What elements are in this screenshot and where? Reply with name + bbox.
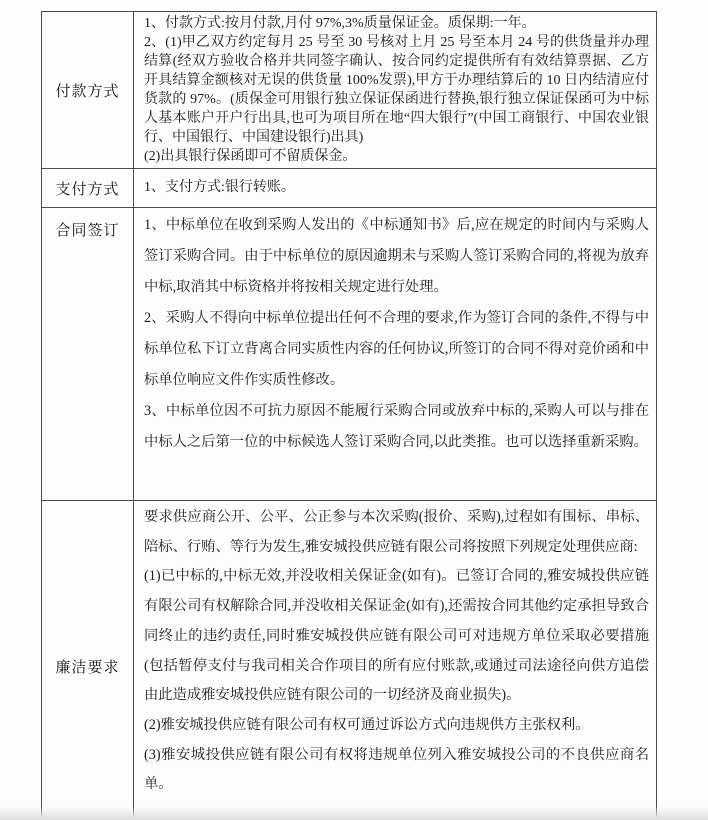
table-row: [42, 501, 657, 820]
paragraph: (2)雅安城投供应链有限公司有权可通过诉讼方式向违规供方主张权利。: [144, 716, 590, 733]
table-row: [42, 208, 657, 501]
paragraph: (2)出具银行保函即可不留质保金。: [144, 149, 357, 164]
paragraph: (3)雅安城投供应链有限公司有权将违规单位列入雅安城投公司的不良供应商名单。: [144, 746, 649, 793]
paragraph: 3、中标单位因不可抗力原因不能履行采购合同或放弃中标的,采购人可以与排在中标人之后第一位的中标候选人签订采购合同,以此类推。也可以选择重新采购。: [144, 403, 649, 450]
paragraph: 要求供应商公开、公平、公正参与本次采购(报价、采购),过程如有围标、串标、陪标、行贿、等行为发生,雅安城投供应链有限公司将按照下列规定处理供应商:: [144, 509, 649, 555]
paragraph: 2、(1)甲乙双方约定每月 25 号至 30 号核对上月 25 号至本月 24 号的供货量并办理结算(经双方验收合格并共同签字确认、按合同约定提供所有有效结算票据、乙方开具结算金额核对无误的供货量 100%发票),甲方于办理结算后的 10 日内结清应付货款的 97%。(质保金可用银行独立保证保函进行替换,银行独立保证保函可为中标人基本账户开户行出具,也可为项目所在地“四大银行”(中国工商银行、中国农业银行、中国银行、中国建设银行)出具): [144, 35, 649, 145]
table-row: [42, 12, 657, 169]
row-label: 付款方式: [42, 12, 134, 169]
row-content-cell: [134, 208, 657, 501]
row-label: 合同签订: [42, 208, 134, 501]
row-label: 支付方式: [42, 169, 134, 208]
terms-table: [41, 11, 657, 820]
table-row: [42, 169, 657, 208]
row-content-cell: [134, 501, 657, 820]
row-content-cell: [134, 169, 657, 208]
paragraph: (1)已中标的,中标无效,并没收相关保证金(如有)。已签订合同的,雅安城投供应链有限公司有权解除合同,并没收相关保证金(如有),还需按合同其他约定承担导致合同终止的违约责任,同时雅安城投供应链有限公司可对违规方单位采取必要措施(包括暂停支付与我司相关合作项目的所有应付账款,或通过司法途径向供方追偿由此造成雅安城投供应链有限公司的一切经济及商业损失)。: [144, 568, 649, 704]
row-label: 廉洁要求: [42, 501, 134, 820]
row-content-cell: [134, 12, 657, 169]
paragraph: 2、采购人不得向中标单位提出任何不合理的要求,作为签订合同的条件,不得与中标单位私下订立背离合同实质性内容的任何协议,所签订的合同不得对竞价函和中标单位响应文件作实质性修改。: [144, 310, 649, 388]
paragraph: 1、中标单位在收到采购人发出的《中标通知书》后,应在规定的时间内与采购人签订采购合同。由于中标单位的原因逾期未与采购人签订采购合同的,将视为放弃中标,取消其中标资格并将按相关规定进行处理。: [144, 217, 649, 295]
paragraph: 1、付款方式:按月付款,月付 97%,3%质量保证金。质保期:一年。: [144, 16, 536, 31]
paragraph: 1、支付方式:银行转账。: [144, 180, 295, 195]
